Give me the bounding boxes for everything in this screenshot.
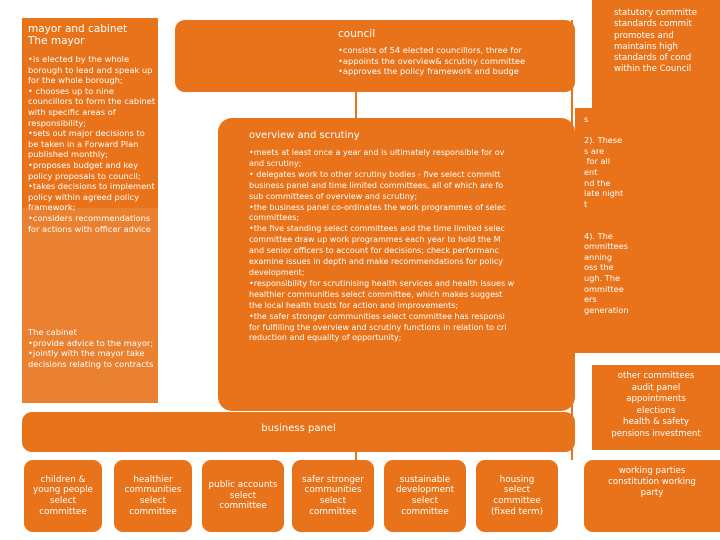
- statutory-committees-box: [592, 0, 720, 108]
- other-committees-text: other committees audit panel appointments elections health & safety pensions investment: [611, 371, 701, 439]
- overview-heading: overview and scrutiny: [249, 130, 360, 141]
- statutory-text: statutory committe standards commit promotes and maintains high standards of cond within the Council: [614, 8, 698, 75]
- right-middle-text: s 2). These s are for all ent nd the late night t 4). The ommittees anning oss the ugh. The ommittee ers generation: [584, 114, 629, 315]
- select-committee-housing: housing select committee (fixed term): [476, 460, 558, 532]
- working-parties-box: [584, 460, 720, 532]
- select-committee-safer-stronger: safer stronger communities select committee: [292, 460, 374, 532]
- select-committee-healthier: healthier communities select committee: [114, 460, 192, 532]
- mayor-cabinet-box: [22, 18, 158, 403]
- overview-scrutiny-box: [218, 118, 575, 411]
- council-box: [175, 20, 575, 92]
- business-panel-box: [22, 412, 575, 452]
- overview-body: •meets at least once a year and is ultimately responsible for ov and scrutiny; • delegates work to other scrutiny bodies - five select committ business panel and time limited committees, all of which are fo sub committees of overview and scrutiny; •the business panel co-ordinates the work programmes of selec committees; •the five standing select committees and the time limited selec committee draw up work programmes each year to hold the M and senior officers to account for decisions; check performanc examine issues in depth and make recommendations for policy development; •responsibility for scrutinising health services and health issues w healthier communities select committee, which makes suggest the local health trusts for action and improvements; •the safer stronger communities select committee has responsi for fulfilling the overview and scrutiny functions in relation to cri reduction and equality of opportunity;: [249, 148, 515, 343]
- mayor-body: •is elected by the whole borough to lead and speak up for the whole borough; • chooses up to nine councillors to form the cabinet with specific areas of responsibility; •sets out major decisions to be taken in a Forward Plan published monthly; •proposes budget and key policy proposals to council; •takes decisions to implement policy within agreed policy framework; •considers recommendations for actions with officer advice: [28, 54, 156, 234]
- select-committee-sustainable: sustainable development select committee: [384, 460, 466, 532]
- council-body: •consists of 54 elected councillors, three for •appoints the overview& scrutiny committee •approves the policy framework and budge: [338, 45, 526, 77]
- connector-council-to-overview: [355, 90, 357, 120]
- mayor-heading: mayor and cabinet The mayor: [28, 23, 128, 47]
- council-heading: council: [338, 28, 376, 40]
- select-committee-children: children & young people select committee: [24, 460, 102, 532]
- right-middle-box: [575, 108, 720, 353]
- cabinet-text: The cabinet •provide advice to the mayor; •jointly with the mayor take decisions relating to contracts: [28, 327, 154, 369]
- other-committees-box: [592, 365, 720, 450]
- business-panel-label: business panel: [261, 423, 336, 434]
- select-committee-public-accounts: public accounts select committee: [202, 460, 284, 532]
- working-parties-text: working parties constitution working party: [608, 466, 696, 498]
